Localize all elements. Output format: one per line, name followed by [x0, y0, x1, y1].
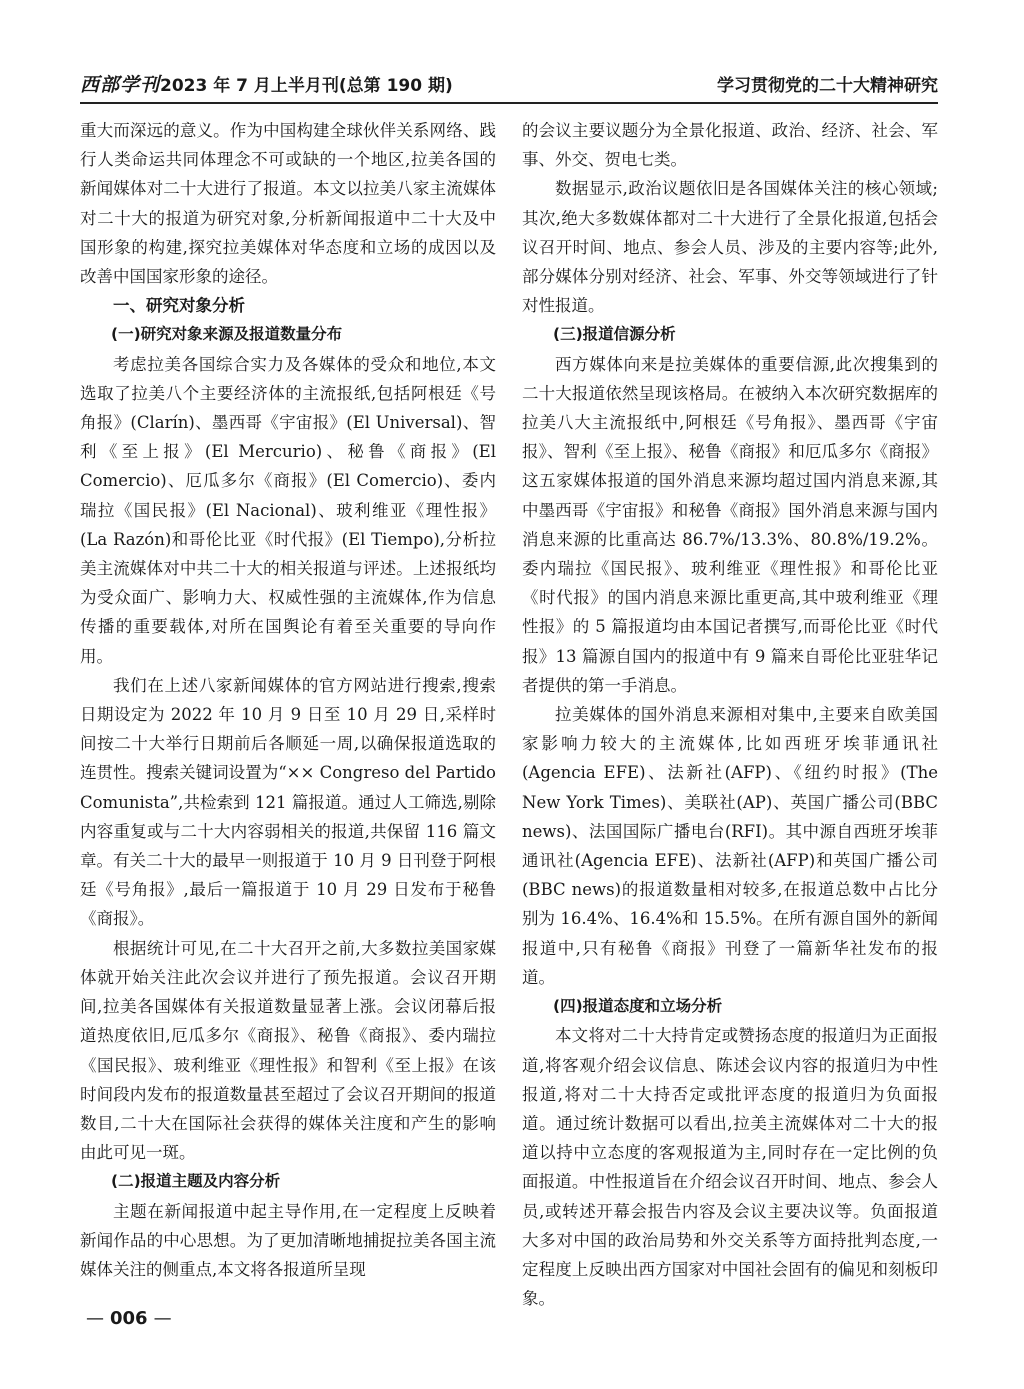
paragraph: 西方媒体向来是拉美媒体的重要信源,此次搜集到的二十大报道依然呈现该格局。在被纳入本次研究数据库的拉美八大主流报纸中,阿根廷《号角报》、墨西哥《宇宙报》、智利《至上报》、秘鲁《商报》和厄瓜多尔《商报》这五家媒体报道的国外消息来源均超过国内消息来源,其中墨西哥《宇宙报》和秘鲁《商报》国外消息来源与国内消息来源的比重高达 86.7%/13.3%、80.8%/19.2%。委内瑞拉《国民报》、玻利维亚《理性报》和哥伦比亚《时代报》的国内消息来源比重更高,其中玻利维亚《理性报》的 5 篇报道均由本国记者撰写,而哥伦比亚《时代报》13 篇源自国内的报道中有 9 篇来自哥伦比亚驻华记者提供的第一手消息。	[522, 354, 938, 695]
left-column	[80, 116, 496, 1284]
issue-info: 2023 年 7 月上半月刊(总第 190 期)	[160, 76, 453, 96]
subsection-heading: (四)报道态度和立场分析	[553, 997, 723, 1016]
page-number: 006	[110, 1308, 148, 1329]
paragraph: 根据统计可见,在二十大召开之前,大多数拉美国家媒体就开始关注此次会议并进行了预先报道。会议召开期间,拉美各国媒体有关报道数量显著上涨。会议闭幕后报道热度依旧,厄瓜多尔《商报》、秘鲁《商报》、委内瑞拉《国民报》、玻利维亚《理性报》和智利《至上报》在该时间段内发布的报道数量甚至超过了会议召开期间的报道数目,二十大在国际社会获得的媒体关注度和产生的影响由此可见一斑。	[80, 938, 496, 1163]
paragraph: 考虑拉美各国综合实力及各媒体的受众和地位,本文选取了拉美八个主要经济体的主流报纸,包括阿根廷《号角报》(Clarín)、墨西哥《宇宙报》(El Universal)、智利《至上报》(El Mercurio)、秘鲁《商报》(El Comercio)、厄瓜多尔《商报》(El Comercio)、委内瑞拉《国民报》(El Nacional)、玻利维亚《理性报》(La Razón)和哥伦比亚《时代报》(El Tiempo),分析拉美主流媒体对中共二十大的相关报道与评述。上述报纸均为受众面广、影响力大、权威性强的主流媒体,作为信息传播的重要载体,对所在国舆论有着至关重要的导向作用。	[80, 354, 496, 666]
subsection-heading: (一)研究对象来源及报道数量分布	[111, 325, 343, 344]
section-heading: 一、研究对象分析	[113, 296, 245, 316]
dash-left: —	[86, 1308, 104, 1329]
subsection-heading: (三)报道信源分析	[553, 325, 676, 344]
paragraph: 本文将对二十大持肯定或赞扬态度的报道归为正面报道,将客观介绍会议信息、陈述会议内容的报道归为中性报道,将对二十大持否定或批评态度的报道归为负面报道。通过统计数据可以看出,拉美主流媒体对二十大的报道以持中立态度的客观报道为主,同时存在一定比例的负面报道。中性报道旨在介绍会议召开时间、地点、参会人员,或转述开幕会报告内容及会议主要决议等。负面报道大多对中国的政治局势和外交关系等方面持批判态度,一定程度上反映出西方国家对中国社会固有的偏见和刻板印象。	[522, 1026, 938, 1309]
running-header	[80, 62, 938, 104]
journal-logo: 西部学刊	[80, 74, 161, 96]
paragraph: 拉美媒体的国外消息来源相对集中,主要来自欧美国家影响力较大的主流媒体,比如西班牙埃菲通讯社(Agencia EFE)、法新社(AFP)、《纽约时报》(The New York Times)、美联社(AP)、英国广播公司(BBC news)、法国国际广播电台(RFI)。其中源自西班牙埃菲通讯社(Agencia EFE)、法新社(AFP)和英国广播公司(BBC news)的报道数量相对较多,在报道总数中占比分别为 16.4%、16.4%和 15.5%。在所有源自国外的新闻报道中,只有秘鲁《商报》刊登了一篇新华社发布的报道。	[522, 705, 938, 987]
paragraph: 重大而深远的意义。作为中国构建全球伙伴关系网络、践行人类命运共同体理念不可或缺的一个地区,拉美各国的新闻媒体对二十大进行了报道。本文以拉美八家主流媒体对二十大的报道为研究对象,分析新闻报道中二十大及中国形象的构建,探究拉美媒体对华态度和立场的成因以及改善中国国家形象的途径。	[80, 121, 496, 287]
paragraph: 我们在上述八家新闻媒体的官方网站进行搜索,搜索日期设定为 2022 年 10 月 9 日至 10 月 29 日,采样时间按二十大举行日期前后各顺延一周,以确保报道选取的连贯性。搜索关键词设置为“×× Congreso del Partido Comunista”,共检索到 121 篇报道。通过人工筛选,剔除内容重复或与二十大内容弱相关的报道,共保留 116 篇文章。有关二十大的最早一则报道于 10 月 9 日刊登于阿根廷《号角报》,最后一篇报道于 10 月 29 日发布于秘鲁《商报》。	[80, 675, 496, 929]
paragraph: 主题在新闻报道中起主导作用,在一定程度上反映着新闻作品的中心思想。为了更加清晰地捕捉拉美各国主流媒体关注的侧重点,本文将各报道所呈现	[80, 1201, 496, 1279]
dash-right: —	[153, 1308, 172, 1329]
right-column	[522, 116, 938, 1313]
page-footer	[80, 1308, 178, 1329]
section-title: 学习贯彻党的二十大精神研究	[717, 76, 938, 96]
paragraph: 数据显示,政治议题依旧是各国媒体关注的核心领域;其次,绝大多数媒体都对二十大进行了全景化报道,包括会议召开时间、地点、参会人员、涉及的主要内容等;此外,部分媒体分别对经济、社会、军事、外交等领域进行了针对性报道。	[522, 179, 938, 316]
subsection-heading: (二)报道主题及内容分析	[111, 1172, 281, 1191]
paragraph: 的会议主要议题分为全景化报道、政治、经济、社会、军事、外交、贺电七类。	[522, 121, 938, 170]
